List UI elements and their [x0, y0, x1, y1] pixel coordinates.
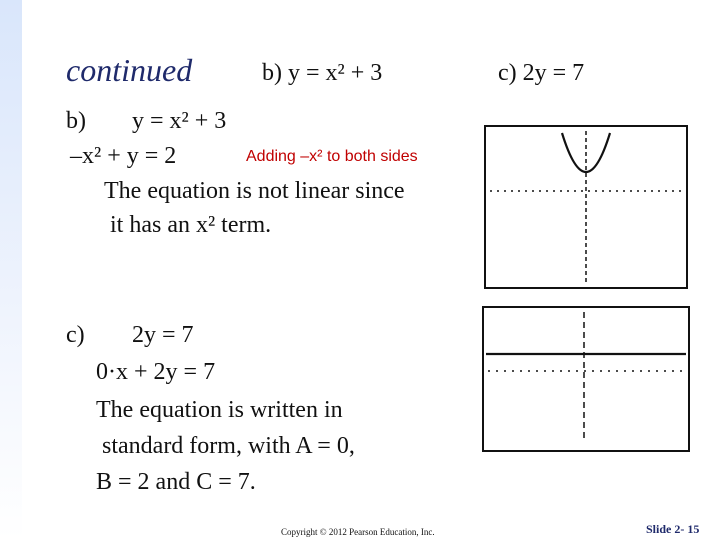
part-c-step: 0·x + 2y = 7	[96, 359, 216, 385]
part-b-note: Adding –x² to both sides	[246, 148, 418, 165]
graph-parabola-svg	[486, 127, 686, 287]
part-b-label: b)	[66, 108, 86, 134]
slide-number: Slide 2- 15	[646, 522, 700, 536]
copyright: Copyright © 2012 Pearson Education, Inc.	[281, 527, 435, 537]
part-c-explanation-1: The equation is written in	[96, 397, 343, 423]
graph-horizontal-line	[482, 306, 690, 452]
part-b-equation: y = x² + 3	[132, 108, 227, 134]
part-b-explanation-1: The equation is not linear since	[104, 178, 405, 204]
part-b-step: –x² + y = 2	[70, 143, 177, 169]
part-c-explanation-3: B = 2 and C = 7.	[96, 469, 256, 495]
part-b-explanation-2: it has an x² term.	[110, 212, 272, 238]
slide-title: continued	[66, 52, 193, 88]
decorative-side-gradient	[0, 0, 22, 540]
header-part-b: b) y = x² + 3	[262, 60, 383, 86]
part-c-equation: 2y = 7	[132, 322, 194, 348]
graph-horizontal-line-svg	[484, 308, 688, 450]
header-part-c: c) 2y = 7	[498, 60, 585, 86]
part-c-explanation-2: standard form, with A = 0,	[102, 433, 355, 459]
part-c-label: c)	[66, 322, 85, 348]
graph-parabola	[484, 125, 688, 289]
